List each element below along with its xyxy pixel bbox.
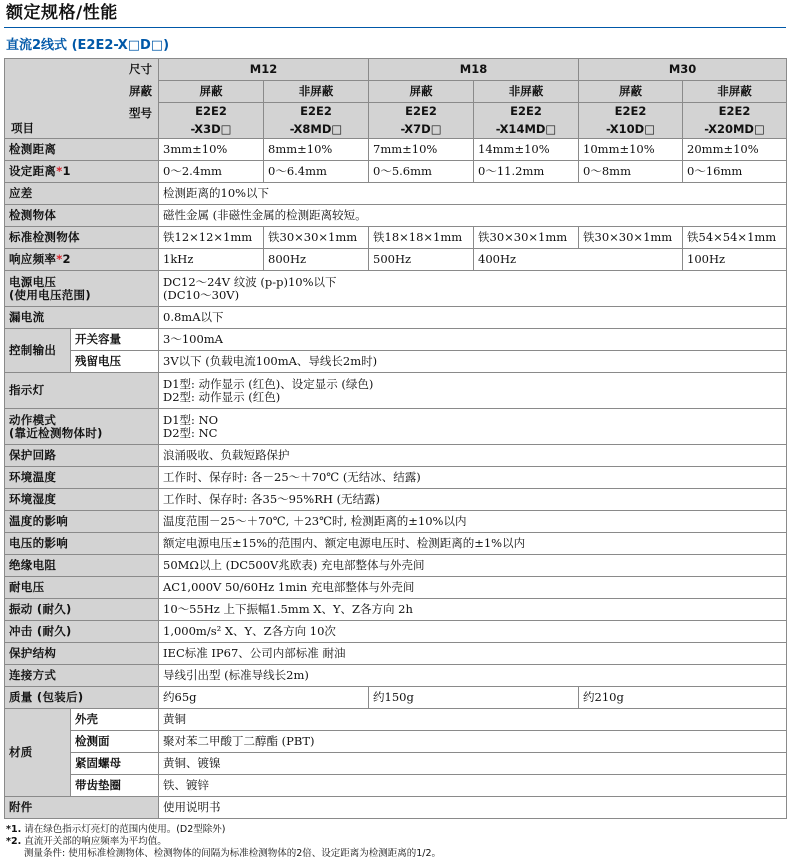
cell: 工作时、保存时: 各－25～＋70℃ (无结冰、结露) bbox=[159, 467, 787, 489]
row-hysteresis bbox=[5, 183, 787, 205]
size-label: 尺寸 bbox=[129, 62, 152, 76]
row-label: 检测距离 bbox=[5, 139, 159, 161]
sub-label: 检测面 bbox=[71, 731, 159, 753]
row-label bbox=[5, 249, 159, 271]
row-material-sensing-face bbox=[5, 731, 787, 753]
footnote-1-mark: *1. bbox=[6, 824, 22, 835]
cell: 温度范围－25～＋70℃, ＋23℃时, 检测距离的±10%以内 bbox=[159, 511, 787, 533]
cell: 1,000m/s² X、Y、Z各方向 10次 bbox=[159, 621, 787, 643]
row-label: 材质 bbox=[5, 709, 71, 797]
row-power-voltage bbox=[5, 271, 787, 307]
cell: AC1,000V 50/60Hz 1min 充电部整体与外壳间 bbox=[159, 577, 787, 599]
footnote-number: 1 bbox=[62, 164, 71, 178]
cell: 0～5.6mm bbox=[369, 161, 474, 183]
model-line1: E2E2 bbox=[683, 103, 787, 121]
cell bbox=[159, 271, 787, 307]
model-line1: E2E2 bbox=[159, 103, 264, 121]
row-protection-circuit bbox=[5, 445, 787, 467]
footnote-measurement: 测量条件: 使用标准检测物体、检测物体的间隔为标准检测物体的2倍、设定距离为检测距离的1/2。 bbox=[24, 848, 442, 859]
row-insulation bbox=[5, 555, 787, 577]
row-temperature-influence bbox=[5, 511, 787, 533]
shield-type: 非屏蔽 bbox=[264, 81, 369, 103]
row-vibration bbox=[5, 599, 787, 621]
cell: 14mm±10% bbox=[474, 139, 579, 161]
sub-label: 外壳 bbox=[71, 709, 159, 731]
cell: 黄铜 bbox=[159, 709, 787, 731]
footnote-1 bbox=[6, 824, 786, 836]
row-label: 保护结构 bbox=[5, 643, 159, 665]
row-protective-structure bbox=[5, 643, 787, 665]
cell: 10mm±10% bbox=[579, 139, 683, 161]
header-corner bbox=[5, 59, 159, 139]
cell: 使用说明书 bbox=[159, 797, 787, 819]
cell: 20mm±10% bbox=[683, 139, 787, 161]
sub-label: 带齿垫圈 bbox=[71, 775, 159, 797]
cell: 100Hz bbox=[683, 249, 787, 271]
row-detect-object bbox=[5, 205, 787, 227]
row-withstand-voltage bbox=[5, 577, 787, 599]
row-standard-object bbox=[5, 227, 787, 249]
cell: 1kHz bbox=[159, 249, 264, 271]
row-shock bbox=[5, 621, 787, 643]
row-label: 指示灯 bbox=[5, 373, 159, 409]
row-detect-distance bbox=[5, 139, 787, 161]
row-label-line2: (使用电压范围) bbox=[9, 287, 91, 302]
size-m18: M18 bbox=[369, 59, 579, 81]
cell-line1: D1型: 动作显示 (红色)、设定显示 (绿色) bbox=[163, 376, 374, 391]
cell: 3～100mA bbox=[159, 329, 787, 351]
cell: 铁54×54×1mm bbox=[683, 227, 787, 249]
row-control-output-residual bbox=[5, 351, 787, 373]
footnote-mark: * bbox=[56, 164, 63, 178]
row-label bbox=[5, 271, 159, 307]
row-accessory bbox=[5, 797, 787, 819]
cell: 10～55Hz 上下振幅1.5mm X、Y、Z各方向 2h bbox=[159, 599, 787, 621]
footnote-2-text: 直流开关部的响应频率为平均值。 bbox=[24, 836, 167, 847]
cell: 3V以下 (负载电流100mA、导线长2m时) bbox=[159, 351, 787, 373]
cell: 铁、镀锌 bbox=[159, 775, 787, 797]
model-line1: E2E2 bbox=[369, 103, 474, 121]
footnote-number: 2 bbox=[62, 252, 71, 266]
cell: 检测距离的10%以下 bbox=[159, 183, 787, 205]
sub-label: 残留电压 bbox=[71, 351, 159, 373]
model-line1: E2E2 bbox=[474, 103, 579, 121]
sub-label: 紧固螺母 bbox=[71, 753, 159, 775]
row-label: 应差 bbox=[5, 183, 159, 205]
shield-type: 屏蔽 bbox=[369, 81, 474, 103]
model-line2: -X3D□ bbox=[159, 121, 264, 139]
row-label-line2: (靠近检测物体时) bbox=[9, 425, 103, 440]
row-leak-current bbox=[5, 307, 787, 329]
footnote-2-mark: *2. bbox=[6, 836, 22, 847]
cell: 额定电源电压±15%的范围内、额定电源电压时、检测距离的±1%以内 bbox=[159, 533, 787, 555]
cell-line2: D2型: 动作显示 (红色) bbox=[163, 389, 281, 404]
spec-table bbox=[4, 58, 787, 819]
row-label: 环境湿度 bbox=[5, 489, 159, 511]
cell: 约210g bbox=[579, 687, 787, 709]
cell: 0～16mm bbox=[683, 161, 787, 183]
row-label bbox=[5, 409, 159, 445]
row-label: 附件 bbox=[5, 797, 159, 819]
row-ambient-humidity bbox=[5, 489, 787, 511]
row-label-line1: 动作模式 bbox=[9, 412, 57, 427]
row-label: 保护回路 bbox=[5, 445, 159, 467]
shield-type: 非屏蔽 bbox=[683, 81, 787, 103]
row-weight bbox=[5, 687, 787, 709]
row-control-output-switching bbox=[5, 329, 787, 351]
row-label: 漏电流 bbox=[5, 307, 159, 329]
footnote-2 bbox=[6, 836, 786, 848]
cell: 0～11.2mm bbox=[474, 161, 579, 183]
cell: 0～8mm bbox=[579, 161, 683, 183]
footnote-1-text: 请在绿色指示灯亮灯的范围内使用。(D2型除外) bbox=[24, 824, 226, 835]
row-material-case bbox=[5, 709, 787, 731]
row-label: 振动 (耐久) bbox=[5, 599, 159, 621]
cell: 7mm±10% bbox=[369, 139, 474, 161]
cell: 磁性金属 (非磁性金属的检测距离较短。 bbox=[159, 205, 787, 227]
cell: 铁30×30×1mm bbox=[264, 227, 369, 249]
size-m12: M12 bbox=[159, 59, 369, 81]
row-connection bbox=[5, 665, 787, 687]
row-label: 标准检测物体 bbox=[5, 227, 159, 249]
cell-line2: D2型: NC bbox=[163, 425, 218, 440]
page-title: 额定规格/性能 bbox=[4, 2, 786, 28]
size-m30: M30 bbox=[579, 59, 787, 81]
row-label: 连接方式 bbox=[5, 665, 159, 687]
shield-label: 屏蔽 bbox=[129, 84, 152, 98]
row-label: 冲击 (耐久) bbox=[5, 621, 159, 643]
cell: 800Hz bbox=[264, 249, 369, 271]
cell: 铁30×30×1mm bbox=[474, 227, 579, 249]
cell-line1: D1型: NO bbox=[163, 412, 219, 427]
model-line1: E2E2 bbox=[264, 103, 369, 121]
cell-line2: (DC10～30V) bbox=[163, 287, 240, 302]
row-ambient-temperature bbox=[5, 467, 787, 489]
cell: 铁30×30×1mm bbox=[579, 227, 683, 249]
shield-type: 非屏蔽 bbox=[474, 81, 579, 103]
row-label-text: 设定距离 bbox=[9, 164, 57, 178]
row-label: 环境温度 bbox=[5, 467, 159, 489]
row-label-text: 响应频率 bbox=[9, 252, 57, 266]
row-label: 检测物体 bbox=[5, 205, 159, 227]
section-title: 直流2线式 (E2E2-X□D□) bbox=[6, 38, 170, 53]
cell: 500Hz bbox=[369, 249, 474, 271]
row-label bbox=[5, 161, 159, 183]
cell: 工作时、保存时: 各35～95%RH (无结露) bbox=[159, 489, 787, 511]
cell bbox=[159, 409, 787, 445]
model-label: 型号 bbox=[129, 106, 152, 120]
cell: 约150g bbox=[369, 687, 579, 709]
row-set-distance bbox=[5, 161, 787, 183]
cell: 约65g bbox=[159, 687, 369, 709]
sub-label: 开关容量 bbox=[71, 329, 159, 351]
cell: 导线引出型 (标准导线长2m) bbox=[159, 665, 787, 687]
cell: 0～6.4mm bbox=[264, 161, 369, 183]
cell: 铁12×12×1mm bbox=[159, 227, 264, 249]
footnote-mark: * bbox=[56, 252, 63, 266]
cell: 8mm±10% bbox=[264, 139, 369, 161]
shield-type: 屏蔽 bbox=[579, 81, 683, 103]
model-line2: -X14MD□ bbox=[474, 121, 579, 139]
cell: 浪涌吸收、负载短路保护 bbox=[159, 445, 787, 467]
row-voltage-influence bbox=[5, 533, 787, 555]
row-label: 耐电压 bbox=[5, 577, 159, 599]
cell: 聚对苯二甲酸丁二醇酯 (PBT) bbox=[159, 731, 787, 753]
footnotes bbox=[4, 824, 786, 860]
row-label-line1: 电源电压 bbox=[9, 274, 57, 289]
model-line2: -X10D□ bbox=[579, 121, 683, 139]
row-label: 电压的影响 bbox=[5, 533, 159, 555]
cell-line1: DC12～24V 纹波 (p-p)10%以下 bbox=[163, 274, 337, 289]
cell: 3mm±10% bbox=[159, 139, 264, 161]
model-line1: E2E2 bbox=[579, 103, 683, 121]
cell: IEC标准 IP67、公司内部标准 耐油 bbox=[159, 643, 787, 665]
cell: 铁18×18×1mm bbox=[369, 227, 474, 249]
row-material-nut bbox=[5, 753, 787, 775]
cell bbox=[159, 373, 787, 409]
row-operation-mode bbox=[5, 409, 787, 445]
row-material-washer bbox=[5, 775, 787, 797]
cell: 50MΩ以上 (DC500V兆欧表) 充电部整体与外壳间 bbox=[159, 555, 787, 577]
row-label: 绝缘电阻 bbox=[5, 555, 159, 577]
row-label: 控制输出 bbox=[5, 329, 71, 373]
shield-type: 屏蔽 bbox=[159, 81, 264, 103]
row-indicator bbox=[5, 373, 787, 409]
model-line2: -X8MD□ bbox=[264, 121, 369, 139]
model-line2: -X20MD□ bbox=[683, 121, 787, 139]
item-label: 项目 bbox=[11, 121, 34, 135]
row-response-frequency bbox=[5, 249, 787, 271]
cell: 0～2.4mm bbox=[159, 161, 264, 183]
cell: 0.8mA以下 bbox=[159, 307, 787, 329]
row-label: 质量 (包装后) bbox=[5, 687, 159, 709]
cell: 黄铜、镀镍 bbox=[159, 753, 787, 775]
row-label: 温度的影响 bbox=[5, 511, 159, 533]
cell: 400Hz bbox=[474, 249, 683, 271]
model-line2: -X7D□ bbox=[369, 121, 474, 139]
